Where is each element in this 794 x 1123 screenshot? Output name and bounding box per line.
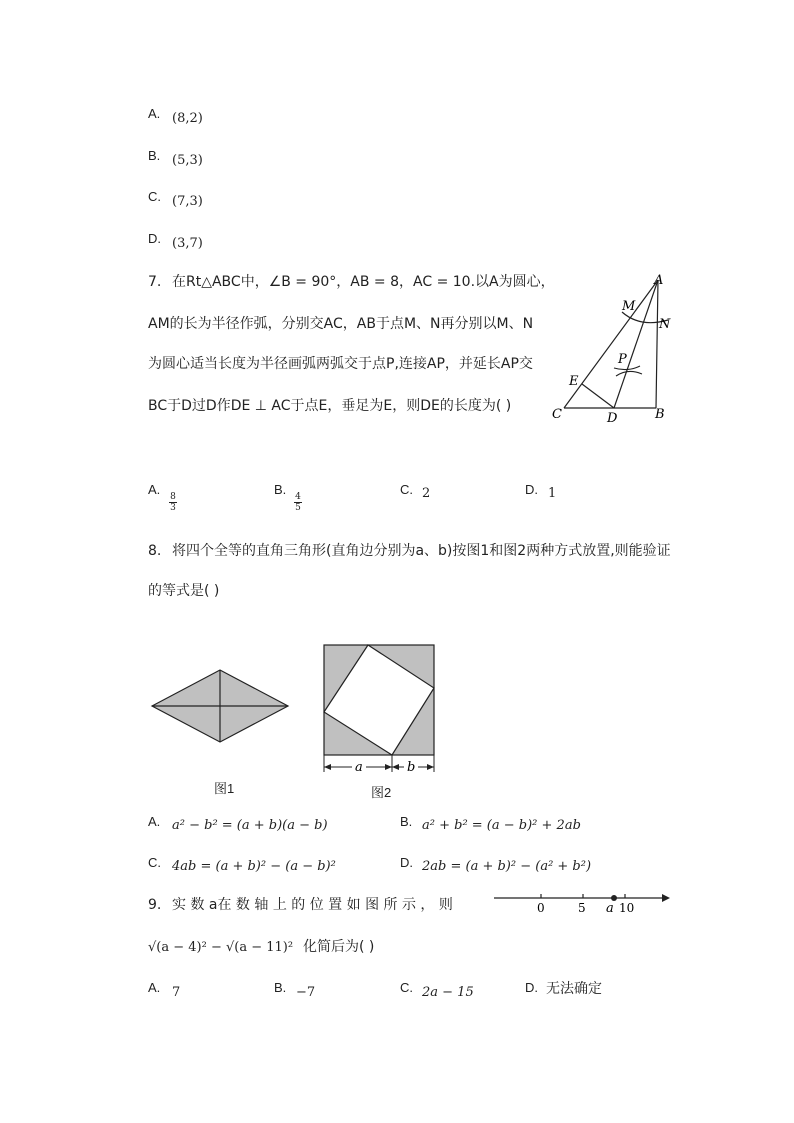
tick-10: 10	[619, 901, 635, 915]
tick-0: 0	[537, 901, 545, 915]
option-letter: C.	[400, 980, 413, 995]
option-value: 2	[422, 486, 431, 501]
option-fraction	[169, 492, 177, 513]
option-value: (3,7)	[172, 236, 203, 251]
option-value: 4ab = (a + b)² − (a − b)²	[172, 859, 336, 874]
option-fraction	[294, 492, 302, 513]
option-letter: C.	[148, 855, 161, 870]
figure-1-caption: 图1	[214, 781, 235, 796]
question-text-line2: 的等式是( )	[148, 583, 220, 599]
option-letter: A.	[148, 980, 161, 995]
option-value: (7,3)	[172, 194, 203, 209]
option-value: 2a − 15	[422, 985, 474, 1000]
option-letter: C.	[148, 189, 161, 204]
question-text-line1: 将四个全等的直角三角形(直角边分别为a、b)按图1和图2两种方式放置,则能验证	[172, 543, 671, 559]
number-line	[488, 888, 676, 918]
question-number: 9.	[148, 897, 162, 913]
tick-5: 5	[578, 901, 586, 915]
option-value: 1	[548, 486, 557, 501]
question-number: 7.	[148, 274, 162, 290]
figure-1-rhombus	[148, 668, 294, 746]
option-letter: D.	[525, 482, 538, 497]
label-m: M	[622, 299, 636, 314]
option-letter: B.	[400, 814, 413, 829]
label-e: E	[569, 374, 579, 389]
fraction-denominator: 3	[170, 503, 176, 513]
option-value: 2ab = (a + b)² − (a² + b²)	[422, 859, 592, 874]
figure-2-caption: 图2	[371, 785, 392, 800]
question-formula: √(a − 4)² − √(a − 11)²	[148, 940, 294, 955]
option-letter: B.	[274, 980, 287, 995]
arc-p2	[616, 371, 642, 376]
question-text-line2: AM的长为半径作弧，分别交AC，AB于点M、N再分别以M、N	[148, 316, 534, 332]
option-letter: D.	[400, 855, 413, 870]
option-letter: B.	[274, 482, 287, 497]
option-value: a² − b² = (a + b)(a − b)	[172, 818, 328, 833]
fraction-numerator: 8	[170, 492, 176, 502]
option-value: 无法确定	[546, 981, 602, 997]
label-p: P	[618, 352, 627, 367]
fraction-numerator: 4	[295, 492, 301, 502]
option-value: a² + b² = (a − b)² + 2ab	[422, 818, 581, 833]
segment-de	[582, 384, 614, 408]
option-letter: A.	[148, 106, 161, 121]
label-b: B	[655, 407, 665, 422]
question-text-line1: 在Rt△ABC中，∠B = 90°，AB = 8，AC = 10.以A为圆心，	[172, 274, 555, 290]
question-text-line4: BC于D过D作DE ⊥ AC于点E，垂足为E，则DE的长度为( )	[148, 398, 512, 414]
option-value: −7	[296, 985, 316, 1000]
label-c: C	[552, 407, 562, 422]
question-number: 8.	[148, 543, 162, 559]
option-letter: D.	[525, 980, 538, 995]
question-text-line1: 实 数 a在 数 轴 上 的 位 置 如 图 所 示 ， 则	[172, 897, 453, 913]
option-letter: C.	[400, 482, 413, 497]
figure-2-square	[318, 640, 442, 780]
label-a: A	[654, 273, 664, 288]
label-b: b	[407, 760, 416, 775]
option-letter: A.	[148, 814, 161, 829]
option-value: 7	[172, 985, 181, 1000]
option-value: (8,2)	[172, 111, 203, 126]
triangle-figure	[548, 268, 678, 428]
option-value: (5,3)	[172, 153, 203, 168]
segment-ab	[656, 280, 658, 408]
label-a: a	[355, 760, 363, 775]
question-text-line2: 化简后为( )	[303, 939, 375, 955]
option-letter: B.	[148, 148, 161, 163]
question-text-line3: 为圆心适当长度为半径画弧两弧交于点P,连接AP，并延长AP交	[148, 356, 533, 372]
label-d: D	[607, 411, 618, 426]
option-letter: D.	[148, 231, 161, 246]
option-letter: A.	[148, 482, 161, 497]
point-a: a	[606, 901, 614, 916]
label-n: N	[659, 317, 671, 332]
segment-ad	[614, 280, 658, 408]
fraction-denominator: 5	[295, 503, 301, 513]
